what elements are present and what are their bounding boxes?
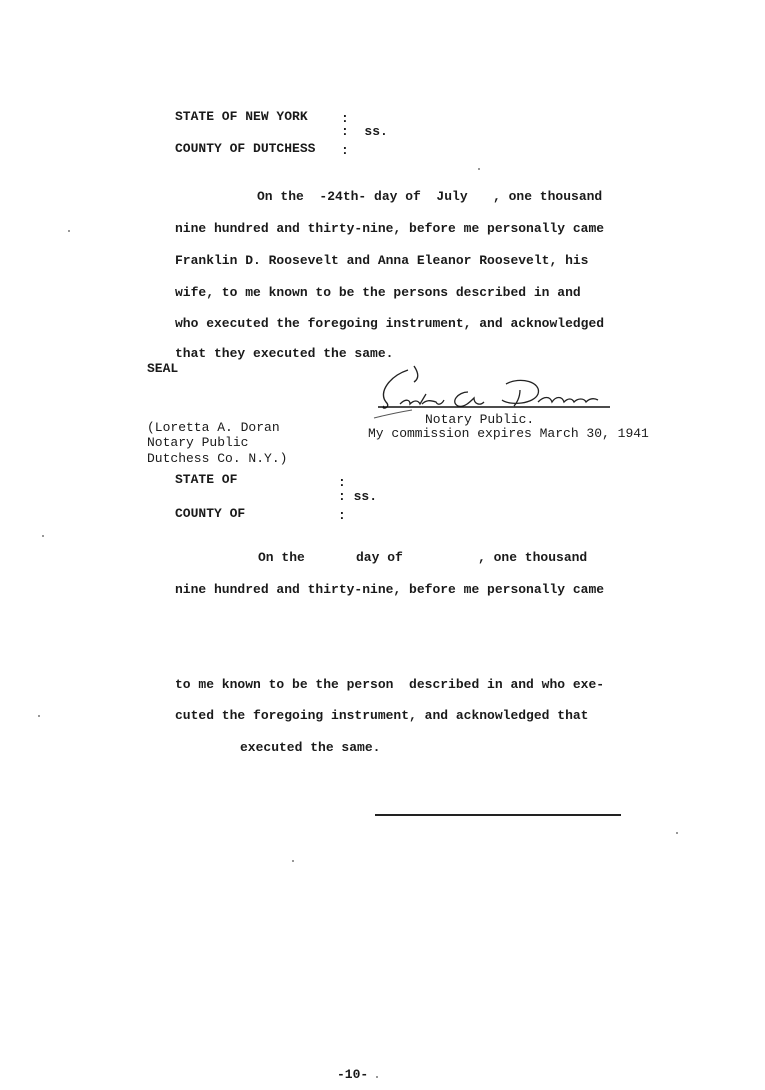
ack-line: that they executed the same. [175,346,394,361]
venue-ss: : ss. [338,489,378,504]
seal-line: (Loretta A. Doran [147,420,280,435]
paper-speck [42,535,44,537]
venue-state: STATE OF NEW YORK [175,109,308,124]
signature-line [375,814,621,816]
paper-speck [478,168,480,170]
venue-state: STATE OF [175,472,238,487]
ack-line: to me known to be the person described in and who exe- [175,677,605,692]
venue-colon: : [341,143,349,158]
seal-line: Dutchess Co. N.Y.) [147,451,288,466]
ack-line: nine hundred and thirty-nine, before me personally came [175,582,605,597]
notary-title: Notary Public. [425,412,535,427]
seal-label: SEAL [147,361,179,376]
ack-line: , one thousand [493,189,603,204]
paper-speck [676,832,678,834]
seal-line: Notary Public [147,435,249,450]
ack-line: cuted the foregoing instrument, and acknowledged that [175,708,589,723]
ack-line: wife, to me known to be the persons described in and [175,285,581,300]
paper-speck [292,860,294,862]
venue-colon: : [341,111,349,126]
ack-line: nine hundred and thirty-nine, before me personally came [175,221,605,236]
venue-county: COUNTY OF DUTCHESS [175,141,316,156]
venue-colon: : [338,475,346,490]
ack-line: who executed the foregoing instrument, and acknowledged [175,316,605,331]
page-number: -10- [337,1067,369,1082]
venue-county: COUNTY OF [175,506,246,521]
commission-expiry: My commission expires March 30, 1941 [368,426,649,441]
venue-colon: : [338,508,346,523]
ack-line: executed the same. [240,740,381,755]
ack-line: Franklin D. Roosevelt and Anna Eleanor Roosevelt, his [175,253,589,268]
venue-ss: : ss. [341,124,388,139]
ack-line: , one thousand [478,550,588,565]
ack-line: On the [258,550,305,565]
paper-speck [68,230,70,232]
ack-line: day of [356,550,403,565]
ack-line: On the -24th- day of July [257,189,468,204]
paper-speck [376,1076,378,1078]
paper-speck [38,715,40,717]
